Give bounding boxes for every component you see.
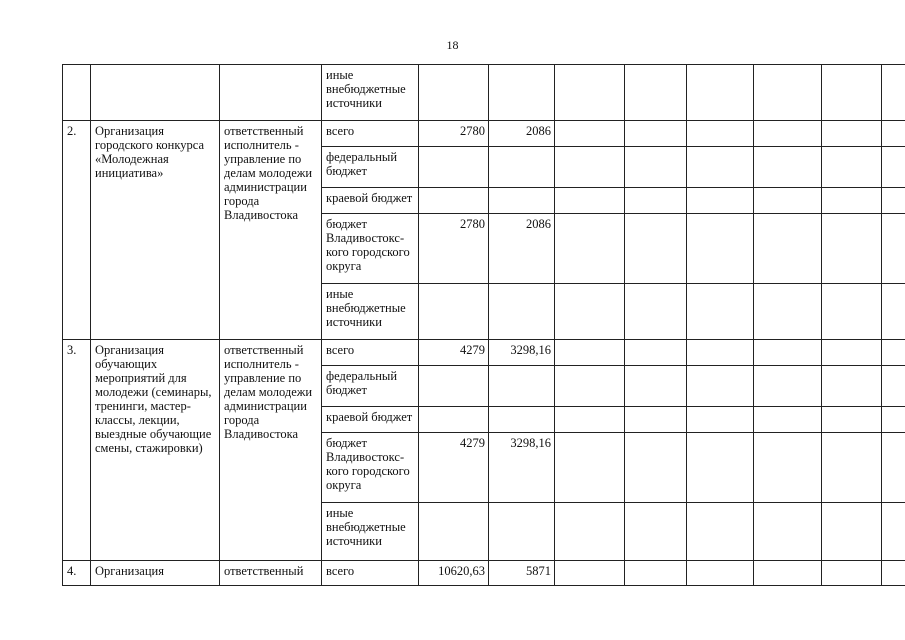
cell-v2	[489, 147, 555, 188]
budget-table	[62, 64, 905, 586]
cell-source: краевой бюджет	[322, 188, 419, 214]
cell-v1: 2780	[419, 214, 489, 284]
cell-v1: 10620,63	[419, 561, 489, 586]
cell-name: Организация обучающих мероприятий для молодежи (семинары, тренинги, мастер-классы, лекции, выездные обучающие смены, стажировки)	[91, 340, 220, 561]
cell-v2	[489, 407, 555, 433]
cell-v1: 4279	[419, 340, 489, 366]
cell-name: Организация	[91, 561, 220, 586]
cell-v1	[419, 65, 489, 121]
cell-name: Организация городского конкурса «Молодежная инициатива»	[91, 121, 220, 340]
cell-v2: 3298,16	[489, 433, 555, 503]
cell-v1: 2780	[419, 121, 489, 147]
cell-no	[63, 65, 91, 121]
cell-source: федеральный бюджет	[322, 366, 419, 407]
cell-v1	[419, 407, 489, 433]
table-row	[63, 65, 905, 121]
cell-source: бюджет Владивостокс-кого городского округа	[322, 433, 419, 503]
cell-v2: 5871	[489, 561, 555, 586]
cell-source: бюджет Владивостокс-кого городского округа	[322, 214, 419, 284]
cell-v2	[489, 284, 555, 340]
cell-v2: 2086	[489, 121, 555, 147]
cell-v1: 4279	[419, 433, 489, 503]
cell-source: иные внебюджетные источники	[322, 284, 419, 340]
cell-v1	[419, 284, 489, 340]
cell-executor: ответственный исполнитель - управление по делам молодежи администрации города Владивостока	[220, 340, 322, 561]
cell-v2: 3298,16	[489, 340, 555, 366]
cell-source: иные внебюджетные источники	[322, 503, 419, 561]
cell-executor	[220, 65, 322, 121]
cell-name	[91, 65, 220, 121]
table-row	[63, 121, 905, 147]
table-row	[63, 340, 905, 366]
cell-source: краевой бюджет	[322, 407, 419, 433]
cell-v1	[419, 366, 489, 407]
cell-v2	[489, 503, 555, 561]
cell-v2	[489, 188, 555, 214]
cell-no: 2.	[63, 121, 91, 340]
cell-source: федеральный бюджет	[322, 147, 419, 188]
table-row	[63, 561, 905, 586]
cell-v1	[419, 147, 489, 188]
cell-no: 3.	[63, 340, 91, 561]
cell-v2	[489, 366, 555, 407]
cell-v1	[419, 188, 489, 214]
cell-no: 4.	[63, 561, 91, 586]
cell-v2	[489, 65, 555, 121]
cell-executor: ответственный исполнитель - управление по делам молодежи администрации города Владивостока	[220, 121, 322, 340]
cell-v2: 2086	[489, 214, 555, 284]
cell-v1	[419, 503, 489, 561]
page-number: 18	[446, 38, 459, 52]
cell-source: иные внебюджетные источники	[322, 65, 419, 121]
cell-executor: ответственный	[220, 561, 322, 586]
cell-source: всего	[322, 340, 419, 366]
cell-source: всего	[322, 561, 419, 586]
cell-source: всего	[322, 121, 419, 147]
